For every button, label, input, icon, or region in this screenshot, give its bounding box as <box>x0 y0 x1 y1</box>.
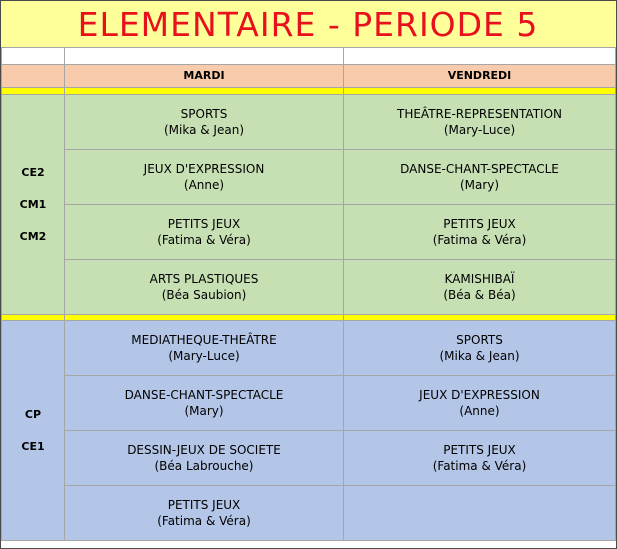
table-row <box>2 431 616 486</box>
activity-leader: (Fatima & Véra) <box>157 514 251 528</box>
mardi-cell <box>65 205 344 260</box>
mardi-cell <box>65 376 344 431</box>
table-row <box>2 150 616 205</box>
activity-name: PETITS JEUX <box>167 217 241 231</box>
page-title: ELEMENTAIRE - PERIODE 5 <box>1 1 615 48</box>
activity-name: JEUX D'EXPRESSION <box>143 162 265 176</box>
table-row <box>2 376 616 431</box>
mardi-cell <box>65 321 344 376</box>
activity-leader: (Mika & Jean) <box>439 349 520 363</box>
header-mardi: MARDI <box>65 65 344 88</box>
level-label: CM2 <box>19 229 47 243</box>
activity-leader: (Béa & Béa) <box>443 288 516 302</box>
mardi-cell <box>65 260 344 315</box>
vendredi-cell <box>344 260 616 315</box>
table-row <box>2 321 616 376</box>
activity-name: JEUX D'EXPRESSION <box>419 388 540 402</box>
vendredi-cell <box>344 150 616 205</box>
vendredi-cell <box>344 321 616 376</box>
activity-leader: (Fatima & Véra) <box>432 459 527 473</box>
schedule-table <box>1 47 616 541</box>
activity-name: SPORTS <box>456 333 503 347</box>
table-row <box>2 205 616 260</box>
mardi-cell <box>65 150 344 205</box>
activity-name: PETITS JEUX <box>443 217 516 231</box>
activity-leader: (Anne) <box>459 404 500 418</box>
header-vendredi: VENDREDI <box>344 65 616 88</box>
level-label: CE1 <box>21 439 45 453</box>
activity-leader: (Fatima & Véra) <box>432 233 527 247</box>
table-row <box>2 486 616 541</box>
activity-leader: (Mary) <box>459 178 500 192</box>
header-corner <box>2 65 65 88</box>
vendredi-cell <box>344 376 616 431</box>
activity-name: DANSE-CHANT-SPECTACLE <box>400 162 559 176</box>
vendredi-cell <box>344 205 616 260</box>
activity-name: PETITS JEUX <box>443 443 516 457</box>
activity-name: SPORTS <box>180 107 228 121</box>
mardi-cell <box>65 431 344 486</box>
vendredi-cell <box>344 486 616 541</box>
activity-leader: (Fatima & Véra) <box>157 233 251 247</box>
separator-row <box>2 88 616 95</box>
vendredi-cell <box>344 431 616 486</box>
activity-leader: (Béa Saubion) <box>161 288 247 302</box>
activity-name: ARTS PLASTIQUES <box>149 272 259 286</box>
level-cell-group-1 <box>2 95 65 315</box>
activity-leader: (Béa Labrouche) <box>154 459 254 473</box>
blank-row <box>2 48 616 65</box>
level-label: CE2 <box>21 165 45 179</box>
activity-name: DANSE-CHANT-SPECTACLE <box>124 388 284 402</box>
activity-name: DESSIN-JEUX DE SOCIETE <box>127 443 281 457</box>
level-cell-group-2 <box>2 321 65 541</box>
mardi-cell <box>65 95 344 150</box>
activity-name: MEDIATHEQUE-THEÂTRE <box>131 333 277 347</box>
level-label: CP <box>24 407 42 421</box>
level-label: CM1 <box>19 197 47 211</box>
activity-name: KAMISHIBAÏ <box>444 272 515 286</box>
activity-leader: (Mary-Luce) <box>168 349 240 363</box>
activity-leader: (Mary) <box>184 404 224 418</box>
header-row <box>2 65 616 88</box>
vendredi-cell <box>344 95 616 150</box>
activity-leader: (Mika & Jean) <box>163 123 244 137</box>
activity-leader: (Anne) <box>183 178 225 192</box>
activity-name: PETITS JEUX <box>167 498 241 512</box>
activity-leader: (Mary-Luce) <box>443 123 516 137</box>
mardi-cell <box>65 486 344 541</box>
table-row <box>2 95 616 150</box>
table-row <box>2 260 616 315</box>
activity-name: THEÂTRE-REPRESENTATION <box>396 107 562 121</box>
